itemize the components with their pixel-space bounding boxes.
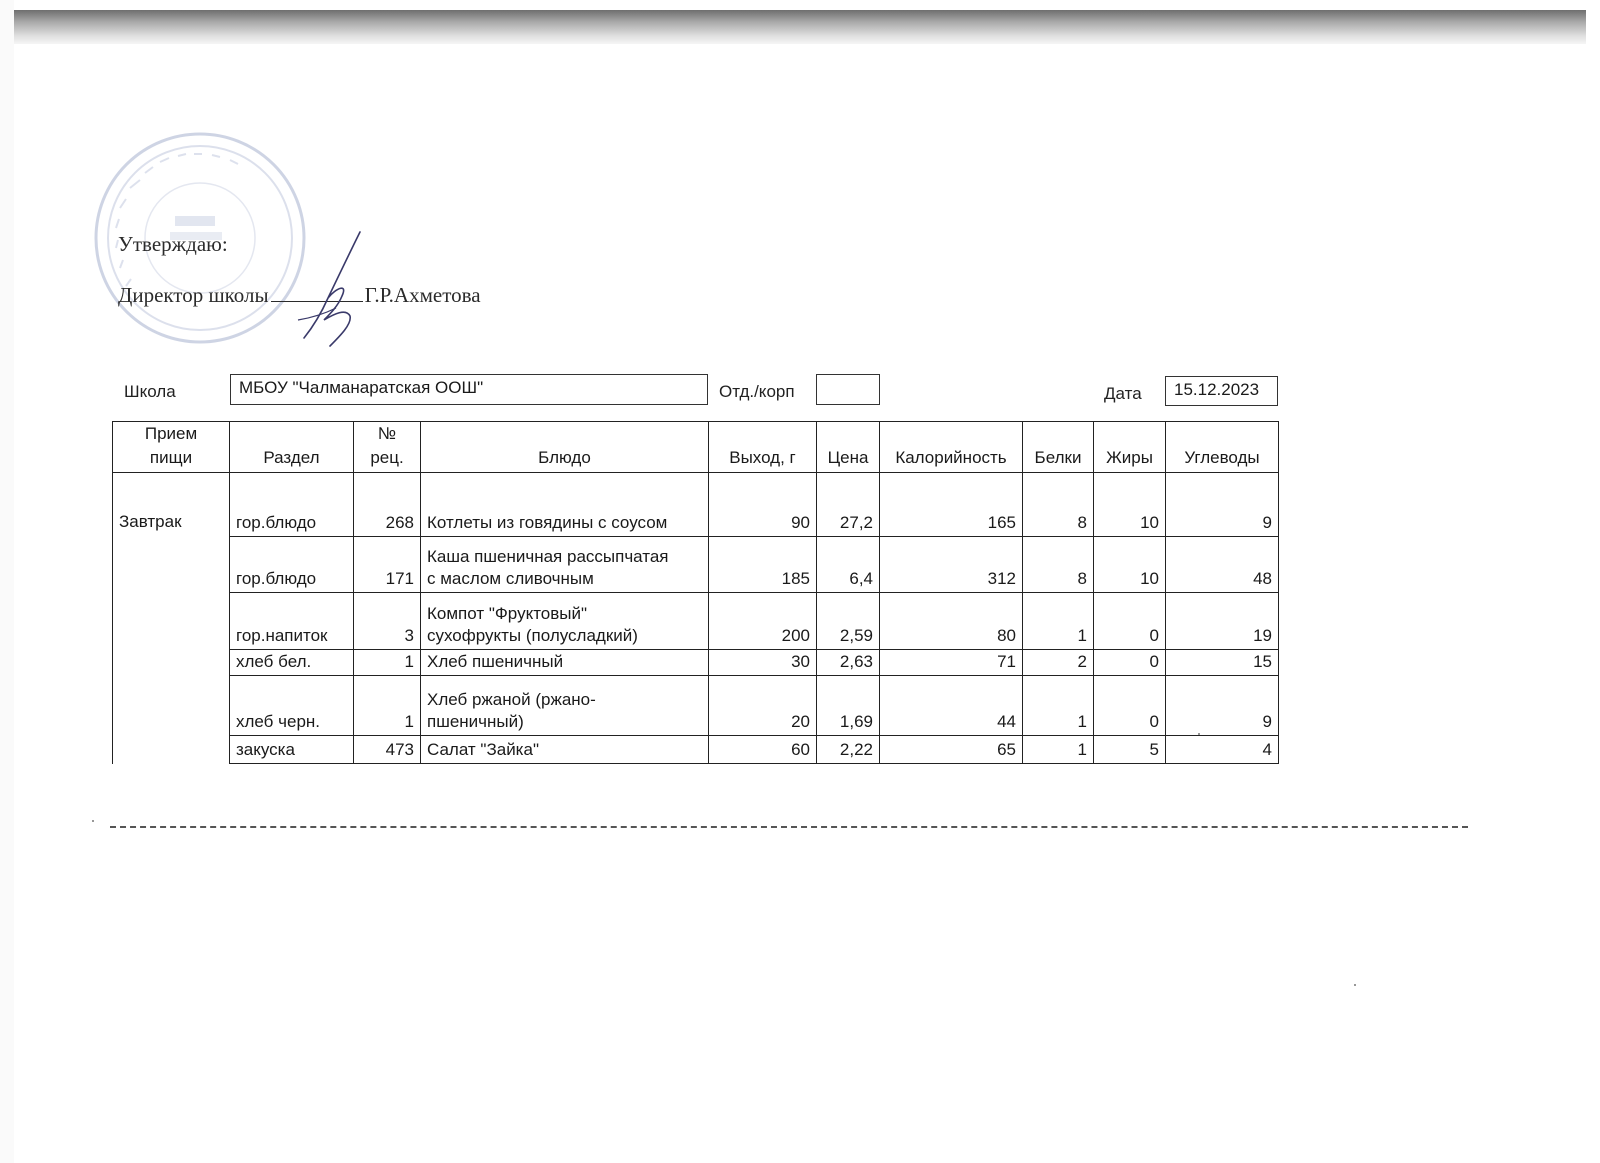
cell-section: гор.блюдо [230, 473, 354, 537]
dept-label: Отд./корп [719, 382, 795, 401]
date-field: 15.12.2023 [1165, 376, 1278, 406]
cell-calories: 65 [880, 736, 1023, 764]
separator-line [110, 826, 1468, 828]
cell-yield: 200 [709, 593, 817, 650]
cell-recipe: 473 [354, 736, 421, 764]
dish-line: Хлеб пшеничный [427, 652, 564, 671]
handwritten-signature [290, 228, 380, 353]
cell-recipe: 1 [354, 676, 421, 736]
cell-carbs: 9 [1166, 473, 1279, 537]
scan-speck [92, 820, 94, 822]
cell-price: 1,69 [817, 676, 880, 736]
table-row [113, 676, 1279, 736]
cell-fats: 0 [1094, 650, 1166, 676]
scan-speck [1198, 733, 1200, 735]
cell-carbs: 9 [1166, 676, 1279, 736]
dish-line: с маслом сливочным [427, 569, 594, 588]
col-dish: Блюдо [421, 422, 709, 473]
col-fats: Жиры [1094, 422, 1166, 473]
cell-yield: 20 [709, 676, 817, 736]
cell-carbs: 15 [1166, 650, 1279, 676]
col-yield: Выход, г [709, 422, 817, 473]
date-label: Дата [1104, 384, 1142, 403]
col-carbs: Углеводы [1166, 422, 1279, 473]
table-row [113, 736, 1279, 764]
cell-section: гор.напиток [230, 593, 354, 650]
cell-dish [421, 593, 709, 650]
cell-dish [421, 650, 709, 676]
table-header-row [113, 422, 1279, 473]
cell-recipe: 268 [354, 473, 421, 537]
cell-price: 27,2 [817, 473, 880, 537]
cell-fats: 0 [1094, 676, 1166, 736]
cell-price: 2,22 [817, 736, 880, 764]
cell-dish [421, 736, 709, 764]
dish-line: Салат "Зайка" [427, 740, 539, 759]
cell-dish [421, 537, 709, 593]
school-label: Школа [124, 382, 176, 401]
cell-proteins: 1 [1023, 676, 1094, 736]
cell-carbs: 19 [1166, 593, 1279, 650]
cell-proteins: 8 [1023, 537, 1094, 593]
dish-line: Каша пшеничная рассыпчатая [427, 547, 669, 566]
approval-heading: Утверждаю: [118, 232, 228, 256]
table-row [113, 473, 1279, 537]
cell-section: хлеб черн. [230, 676, 354, 736]
school-field: МБОУ "Чалманаратская ООШ" [230, 374, 708, 405]
cell-price: 2,63 [817, 650, 880, 676]
approval-signatory: Г.Р.Ахметова [364, 283, 481, 307]
cell-section: гор.блюдо [230, 537, 354, 593]
cell-fats: 10 [1094, 473, 1166, 537]
cell-carbs: 4 [1166, 736, 1279, 764]
cell-calories: 44 [880, 676, 1023, 736]
menu-table [112, 421, 1279, 764]
cell-proteins: 8 [1023, 473, 1094, 537]
col-section: Раздел [230, 422, 354, 473]
cell-fats: 10 [1094, 537, 1166, 593]
cell-yield: 90 [709, 473, 817, 537]
cell-calories: 312 [880, 537, 1023, 593]
meal-cell: Завтрак [113, 473, 230, 764]
cell-proteins: 2 [1023, 650, 1094, 676]
dish-line: Хлеб ржаной (ржано- [427, 690, 596, 709]
col-proteins: Белки [1023, 422, 1094, 473]
cell-calories: 165 [880, 473, 1023, 537]
cell-proteins: 1 [1023, 593, 1094, 650]
cell-proteins: 1 [1023, 736, 1094, 764]
scan-edge-shadow [14, 10, 1586, 44]
cell-recipe: 171 [354, 537, 421, 593]
col-meal: Прием пищи [113, 422, 230, 473]
cell-yield: 60 [709, 736, 817, 764]
col-recipe: № рец. [354, 422, 421, 473]
cell-yield: 185 [709, 537, 817, 593]
scan-speck [1354, 984, 1356, 986]
cell-carbs: 48 [1166, 537, 1279, 593]
cell-price: 2,59 [817, 593, 880, 650]
col-calories: Калорийность [880, 422, 1023, 473]
table-row [113, 537, 1279, 593]
dish-line: Компот "Фруктовый" [427, 604, 588, 623]
cell-calories: 71 [880, 650, 1023, 676]
cell-yield: 30 [709, 650, 817, 676]
cell-section: закуска [230, 736, 354, 764]
dept-field [816, 374, 880, 405]
cell-price: 6,4 [817, 537, 880, 593]
cell-recipe: 3 [354, 593, 421, 650]
cell-section: хлеб бел. [230, 650, 354, 676]
dish-line: Котлеты из говядины с соусом [427, 513, 668, 532]
scan-margin [0, 0, 14, 1163]
dish-line: сухофрукты (полусладкий) [427, 626, 638, 645]
col-price: Цена [817, 422, 880, 473]
cell-fats: 5 [1094, 736, 1166, 764]
cell-fats: 0 [1094, 593, 1166, 650]
cell-recipe: 1 [354, 650, 421, 676]
table-row [113, 593, 1279, 650]
dish-line: пшеничный) [427, 712, 524, 731]
table-row [113, 650, 1279, 676]
cell-dish [421, 676, 709, 736]
cell-calories: 80 [880, 593, 1023, 650]
cell-dish [421, 473, 709, 537]
approval-position: Директор школы [118, 283, 269, 307]
